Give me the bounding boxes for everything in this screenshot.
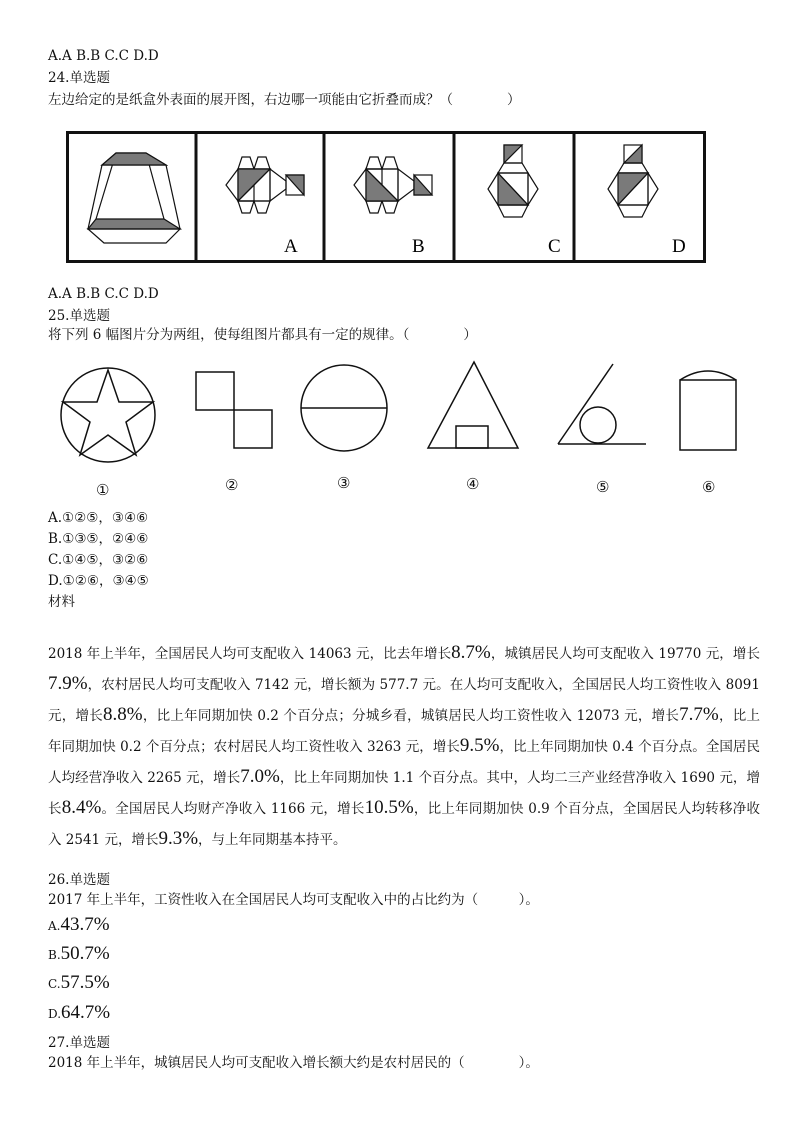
q24-option-b-net bbox=[354, 157, 432, 213]
q25-label-4: ④ bbox=[466, 475, 480, 493]
q24-option-a-net bbox=[226, 157, 304, 213]
q27-number: 27.单选题 bbox=[48, 1035, 110, 1051]
material-text: ，比上年同期加快 0.2 个百分点；分城乡看，城镇居民人均工资性收入 12073 元，增长 bbox=[142, 708, 680, 724]
q25-option-a: A.①②⑤，③④⑥ bbox=[48, 510, 149, 526]
q24-answer-options: A.A B.B C.C D.D bbox=[48, 286, 159, 302]
material-text: ，比上年同期加快 0.4 个百分点。全国居民人均经营净收入 2265 元，增长 bbox=[48, 739, 760, 786]
q24-number: 24.单选题 bbox=[48, 70, 110, 86]
material-text: 2018 年上半年，全国居民人均可支配收入 14063 元，比去年增长 bbox=[48, 646, 452, 662]
q26-number: 26.单选题 bbox=[48, 872, 110, 888]
material-paragraph bbox=[48, 638, 760, 855]
option-letter: C. bbox=[48, 977, 61, 991]
q25-label-1: ① bbox=[96, 481, 110, 499]
q24-label-d: D bbox=[672, 236, 686, 257]
q25-figure-5 bbox=[558, 364, 646, 444]
option-value: 57.5% bbox=[60, 972, 110, 993]
q25-figure-1 bbox=[61, 368, 155, 462]
q24-option-c-net bbox=[488, 145, 538, 217]
material-percent: 7.0% bbox=[240, 766, 280, 787]
material-text: ，农村居民人均可支配收入 7142 元，增长额为 577.7 元。在人均可支配收入，全国居民人均工资性收入 8091 元，增长 bbox=[48, 677, 760, 724]
option-letter: B. bbox=[48, 948, 61, 962]
box-base-shaded bbox=[88, 219, 180, 229]
q25-figure-2 bbox=[196, 372, 272, 448]
q25-option-b: B.①③⑤，②④⑥ bbox=[48, 531, 149, 547]
material-heading: 材料 bbox=[48, 594, 75, 610]
q25-figure-6 bbox=[680, 371, 736, 450]
q25-label-2: ② bbox=[225, 476, 239, 494]
material-percent: 8.4% bbox=[61, 797, 102, 818]
q25-label-3: ③ bbox=[337, 474, 351, 492]
q26-option-b bbox=[48, 944, 110, 965]
q27-stem: 2018 年上半年，城镇居民人均可支配收入增长额大约是农村居民的（ ）。 bbox=[48, 1055, 539, 1071]
material-percent: 9.5% bbox=[459, 735, 500, 756]
material-text: ，比上年同期加快 0.2 个百分点；农村居民人均工资性收入 3263 元，增长 bbox=[48, 708, 760, 755]
q26-option-d bbox=[48, 1003, 110, 1024]
q24-label-b: B bbox=[412, 236, 425, 257]
prev-answer-options: A.A B.B C.C D.D bbox=[48, 48, 159, 64]
option-value: 50.7% bbox=[60, 943, 110, 964]
q24-label-a: A bbox=[284, 236, 298, 257]
q26-stem: 2017 年上半年，工资性收入在全国居民人均可支配收入中的占比约为（ ）。 bbox=[48, 892, 539, 908]
option-letter: A. bbox=[48, 919, 61, 933]
q25-option-c: C.①④⑤，③②⑥ bbox=[48, 552, 149, 568]
q25-stem: 将下列 6 幅图片分为两组，使每组图片都具有一定的规律。（ ） bbox=[48, 327, 477, 343]
q24-option-d-net bbox=[608, 145, 658, 217]
material-percent: 9.3% bbox=[158, 828, 199, 849]
material-text: ，比上年同期加快 0.9 个百分点，全国居民人均转移净收入 2541 元，增长 bbox=[48, 801, 760, 848]
material-text: ，与上年同期基本持平。 bbox=[198, 832, 347, 848]
q25-label-6: ⑥ bbox=[702, 478, 716, 496]
material-text: ，比上年同期加快 1.1 个百分点。其中，人均二三产业经营净收入 1690 元，增长 bbox=[48, 770, 760, 817]
q25-figure-3 bbox=[301, 365, 387, 451]
q26-option-c bbox=[48, 973, 110, 994]
q25-label-5: ⑤ bbox=[596, 478, 610, 496]
option-letter: D. bbox=[48, 1007, 62, 1021]
material-percent: 8.7% bbox=[451, 642, 491, 663]
q24-figure bbox=[66, 131, 706, 263]
q25-option-d: D.①②⑥，③④⑤ bbox=[48, 573, 149, 589]
option-value: 64.7% bbox=[61, 1002, 111, 1023]
material-percent: 7.7% bbox=[679, 704, 719, 725]
q25-figures bbox=[50, 360, 750, 470]
material-percent: 8.8% bbox=[103, 704, 143, 725]
q25-number: 25.单选题 bbox=[48, 308, 110, 324]
material-text: ，城镇居民人均可支配收入 19770 元，增长 bbox=[490, 646, 760, 662]
option-value: 43.7% bbox=[60, 914, 110, 935]
q26-option-a bbox=[48, 915, 110, 936]
q25-figure-4 bbox=[428, 362, 518, 448]
q24-given-box bbox=[88, 153, 180, 243]
material-percent: 7.9% bbox=[48, 673, 88, 694]
q24-stem: 左边给定的是纸盒外表面的展开图，右边哪一项能由它折叠而成？（ ） bbox=[48, 92, 521, 108]
material-percent: 10.5% bbox=[364, 797, 414, 818]
material-text: 。全国居民人均财产净收入 1166 元，增长 bbox=[101, 801, 365, 817]
q24-label-c: C bbox=[548, 236, 561, 257]
